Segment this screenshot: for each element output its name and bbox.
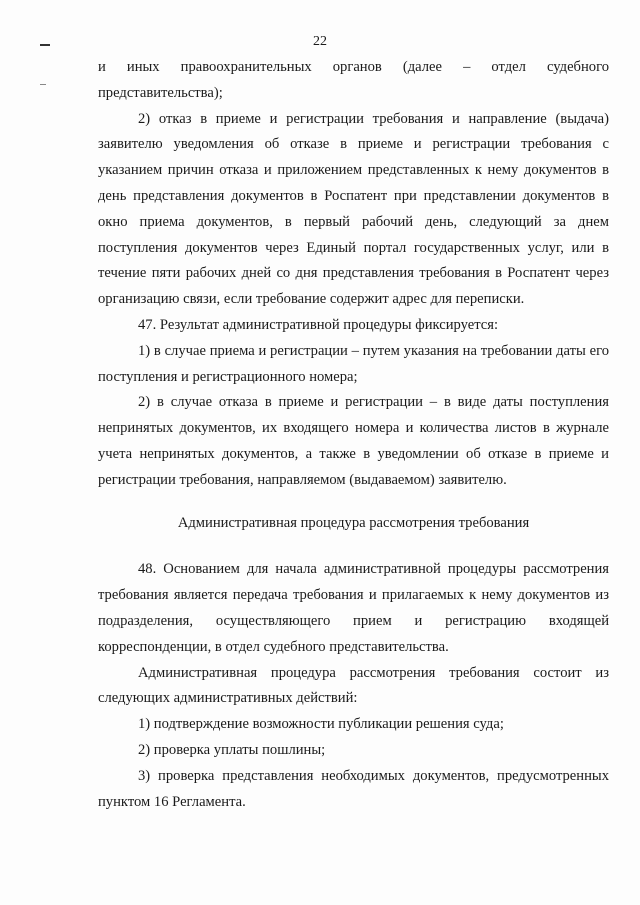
paragraph-47-item-1: 1) в случае приема и регистрации – путем указания на требовании даты его поступления и регистрационного номера;: [98, 342, 609, 385]
page-number: 22: [313, 34, 327, 49]
document-body: [98, 55, 609, 815]
paragraph-item-2-refusal: 2) отказ в приеме и регистрации требования и направление (выдача) заявителю уведомления об отказе в приеме и регистрации требования с указанием причин отказа и приложением представленных к нему документов в день представления документов в Роспатент при представлении документов в окно приема документов, в первый рабочий день, следующий за днем поступления документов через Единый портал государственных услуг, или в течение пяти рабочих дней со дня представления требования в Роспатент через организацию связи, если требование содержит адрес для переписки.: [98, 110, 609, 308]
action-item-3: 3) проверка представления необходимых документов, предусмотренных пунктом 16 Регламента.: [98, 767, 609, 810]
paragraph-48: 48. Основанием для начала административной процедуры рассмотрения требования является передача требования и прилагаемых к нему документов из подразделения, осуществляющего прием и регистрацию входящей корреспонденции, в отдел судебного представительства.: [98, 561, 609, 655]
paragraph-continued-end: представительства);: [98, 84, 223, 101]
section-heading: Административная процедура рассмотрения требования: [177, 514, 530, 531]
paragraph-47-item-2: 2) в случае отказа в приеме и регистрации – в виде даты поступления непринятых документов, их входящего номера и количества листов в журнале учета непринятых документов, а также в уведомлении об отказе в приеме и регистрации требования, направляемом (выдаваемом) заявителю.: [98, 394, 609, 488]
paragraph-continued-line: и иных правоохранительных органов (далее – отдел судебного: [98, 59, 609, 75]
scan-artifact: [40, 84, 46, 85]
paragraph-actions-intro: Административная процедура рассмотрения требования состоит из следующих административных действий:: [98, 664, 609, 707]
action-item-2: 2) проверка уплаты пошлины;: [138, 741, 326, 758]
action-item-1: 1) подтверждение возможности публикации решения суда;: [138, 716, 504, 733]
paragraph-47: 47. Результат административной процедуры фиксируется:: [138, 316, 499, 333]
